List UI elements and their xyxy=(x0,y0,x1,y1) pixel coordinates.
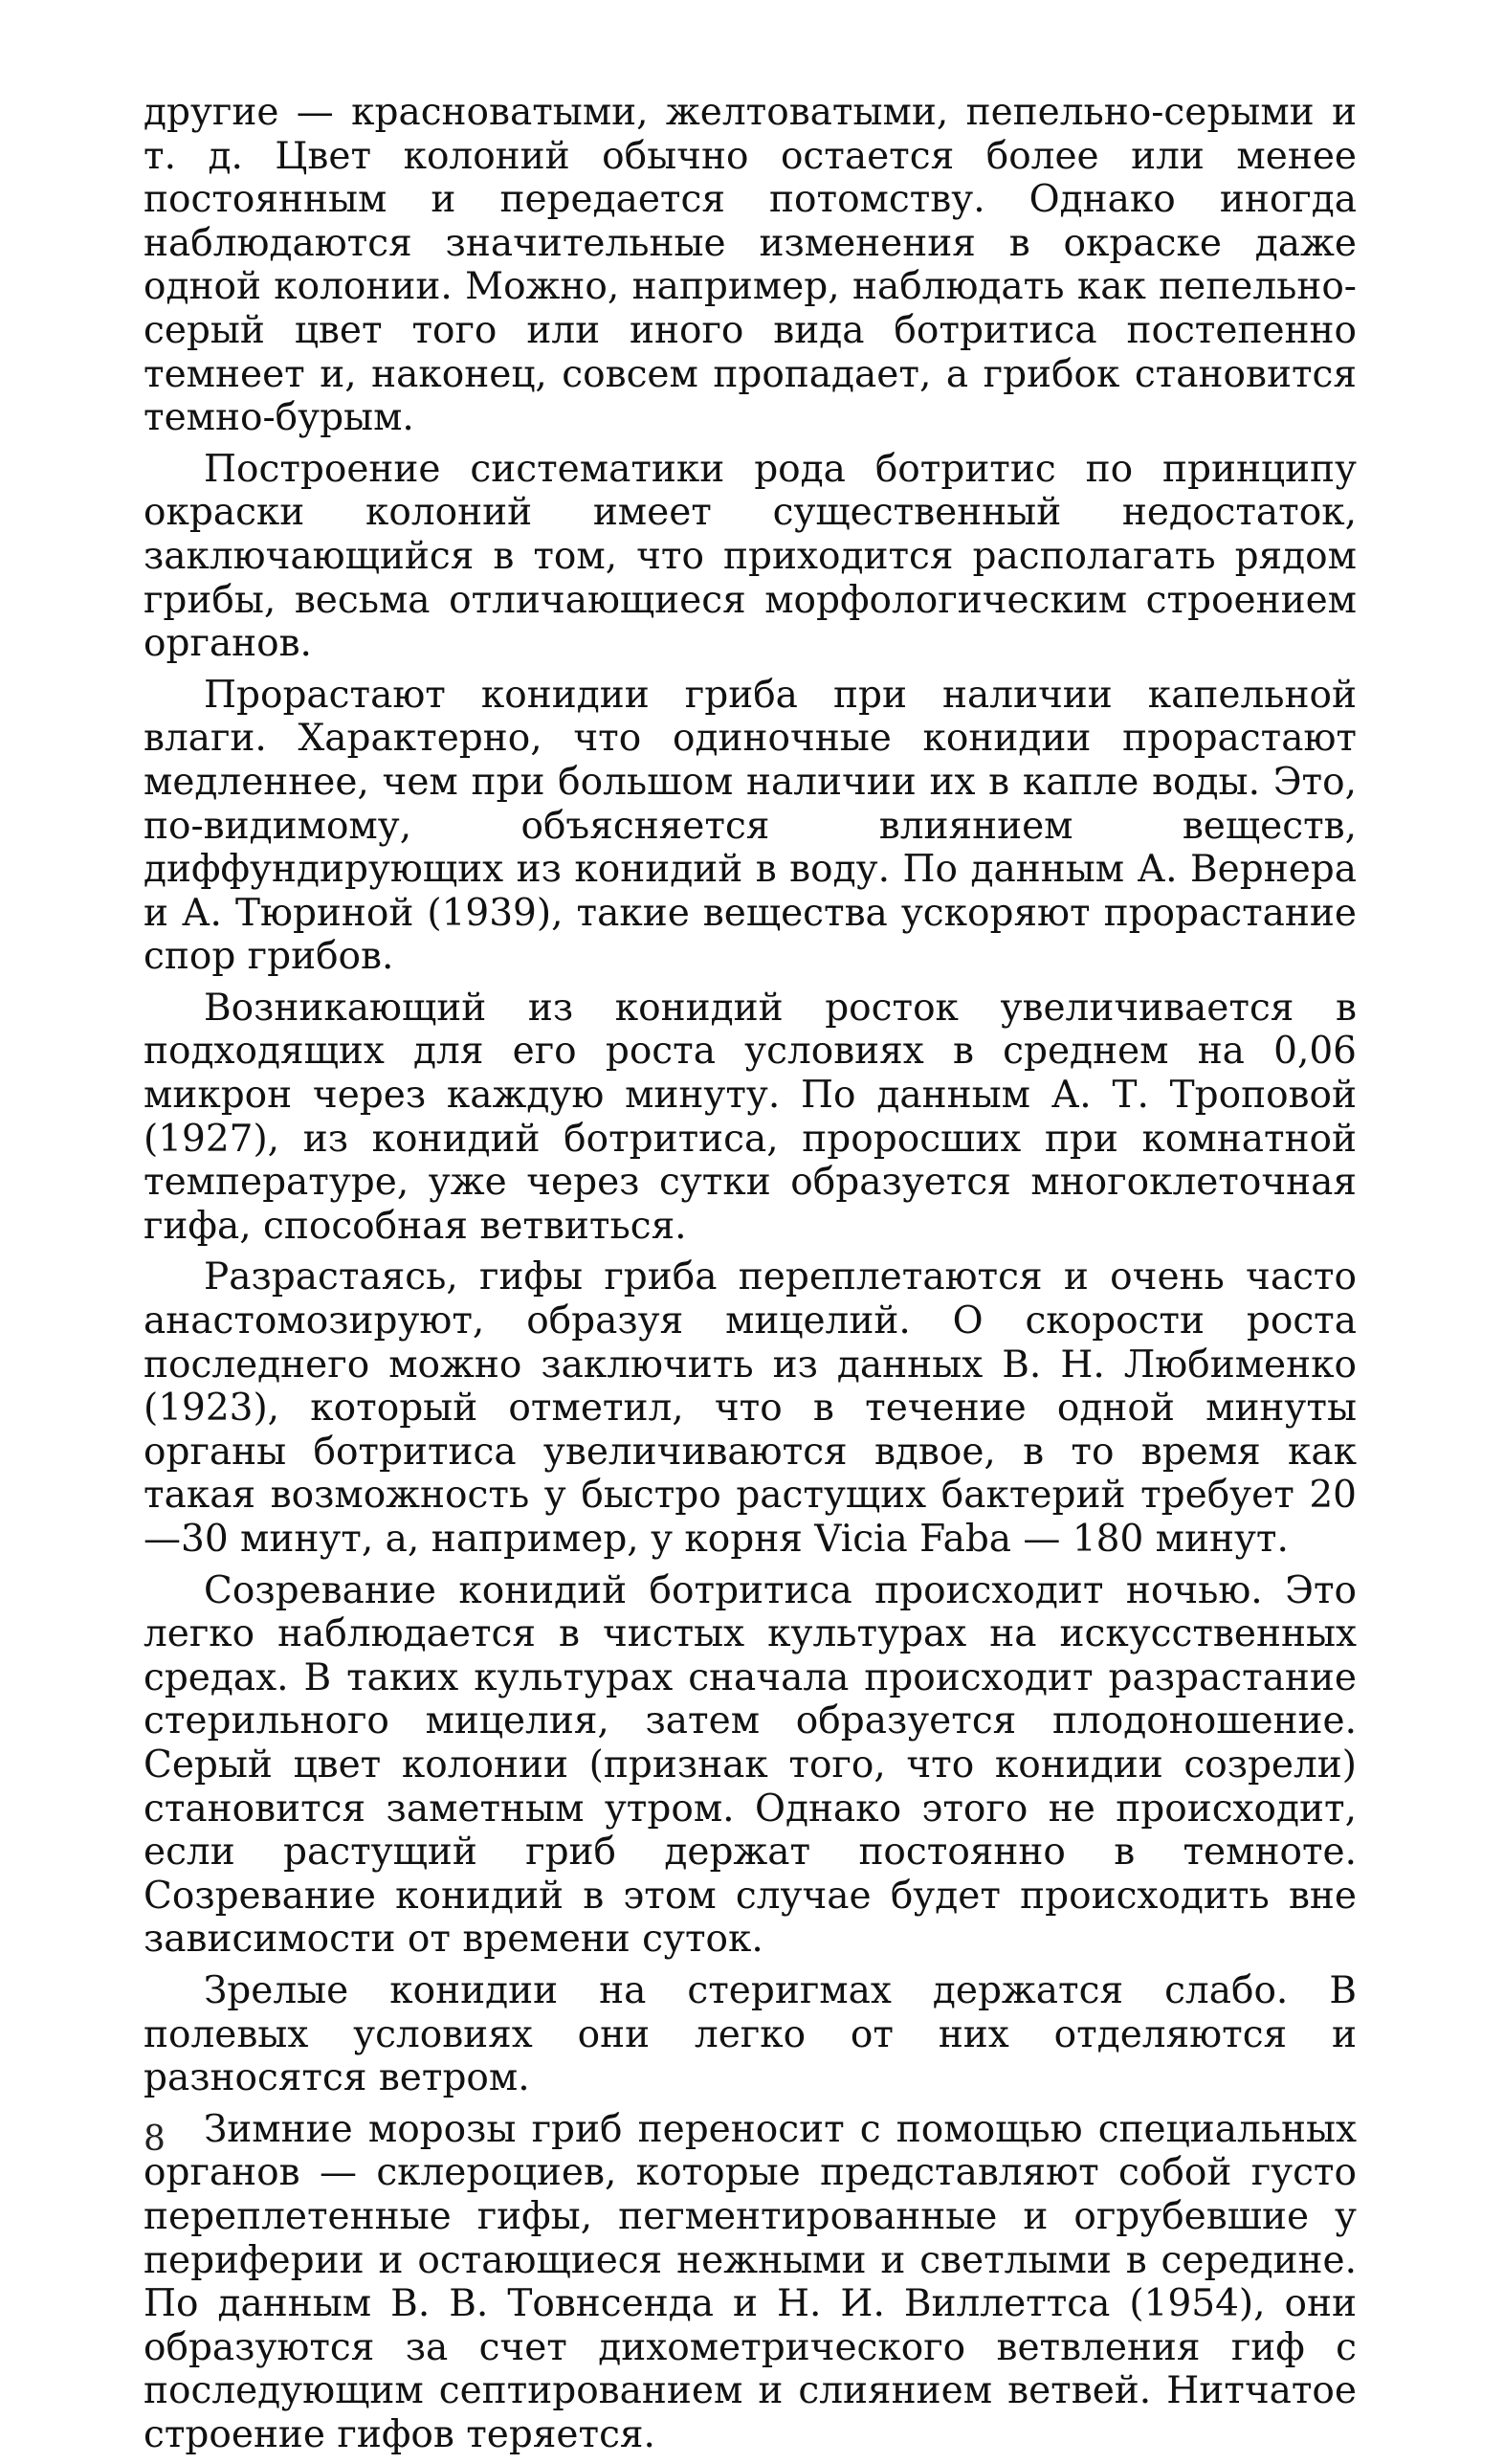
paragraph-7: Зрелые конидии на стеригмах держатся слабо. В полевых условиях они легко от них отделяются и разносятся ветром. xyxy=(144,1968,1357,2100)
paragraph-2: Построение систематики рода ботритис по принципу окраски колоний имеет существенный недостаток, заключающийся в том, что приходится располагать рядом грибы, весьма отличающиеся морфологическим строением органов. xyxy=(144,447,1357,666)
paragraph-3: Прорастают конидии гриба при наличии капельной влаги. Характерно, что одиночные конидии прорастают медленнее, чем при большом наличии их в капле воды. Это, по-видимому, объясняется влиянием веществ, диффундирующих из конидий в воду. По данным А. Вернера и А. Тюриной (1939), такие вещества ускоряют прорастание спор грибов. xyxy=(144,673,1357,979)
paragraph-8: Зимние морозы гриб переносит с помощью специальных органов — склероциев, которые представляют собой густо переплетенные гифы, пегментированные и огрубевшие у периферии и остающиеся нежными и светлыми в середине. По данным В. В. Товнсенда и Н. И. Виллеттса (1954), они образуются за счет дихометрического ветвления гиф с последующим септированием и слиянием ветвей. Нитчатое строение гифов теряется. xyxy=(144,2107,1357,2456)
paragraph-6: Созревание конидий ботритиса происходит ночью. Это легко наблюдается в чистых культурах на искусственных средах. В таких культурах сначала происходит разрастание стерильного мицелия, затем образуется плодоношение. Серый цвет колонии (признак того, что конидии созрели) становится заметным утром. Однако этого не происходит, если растущий гриб держат постоянно в темноте. Созревание конидий в этом случае будет происходить вне зависимости от времени суток. xyxy=(144,1568,1357,1962)
page-number: 8 xyxy=(144,2120,166,2159)
paragraph-4: Возникающий из конидий росток увеличивается в подходящих для его роста условиях в среднем на 0,06 микрон через каждую минуту. По данным А. Т. Троповой (1927), из конидий ботритиса, проросших при комнатной температуре, уже через сутки образуется многоклеточная гифа, способная ветвиться. xyxy=(144,986,1357,1248)
paragraph-1: другие — красноватыми, желтоватыми, пепельно-серыми и т. д. Цвет колоний обычно остается более или менее постоянным и передается потомству. Однако иногда наблюдаются значительные изменения в окраске даже одной колонии. Можно, например, наблюдать как пепельно-серый цвет того или иного вида ботритиса постепенно темнеет и, наконец, совсем пропадает, а грибок становится темно-бурым. xyxy=(144,91,1357,440)
paragraph-5: Разрастаясь, гифы гриба переплетаются и очень часто анастомозируют, образуя мицелий. О скорости роста последнего можно заключить из данных В. Н. Любименко (1923), который отметил, что в течение одной минуты органы ботритиса увеличиваются вдвое, в то время как такая возможность у быстро растущих бактерий требует 20—30 минут, а, например, у корня Vicia Faba — 180 минут. xyxy=(144,1255,1357,1561)
page-body xyxy=(144,91,1357,2464)
